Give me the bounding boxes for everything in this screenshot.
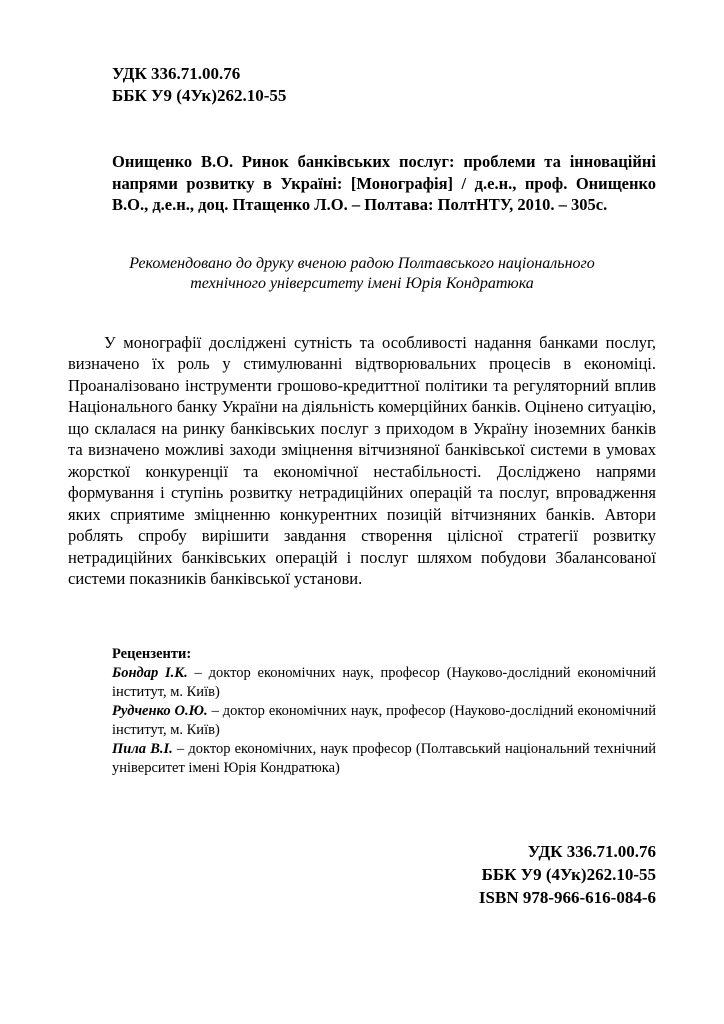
- bbk-code-bottom: ББК У9 (4Ук)262.10-55: [481, 864, 656, 884]
- bibliographic-reference: Онищенко В.О. Ринок банківських послуг: проблеми та інноваційні напрями розвитку в Україні: [Монографія] / д.е.н., проф. Онищенко В.О., д.е.н., доц. Птащенко Л.О. – Полтава: ПолтНТУ, 2010. – 305с.: [112, 152, 656, 214]
- classification-codes-top: [112, 63, 656, 107]
- udc-code-top: УДК 336.71.00.76: [112, 64, 241, 83]
- reviewer-description: – доктор економічних наук, професор (Науково-дослідний економічний інститут, м. Київ): [112, 702, 656, 738]
- reviewers-section: [112, 645, 656, 778]
- reviewer-description: – доктор економічних, наук професор (Полтавський національний технічний університет імені Юрія Кондратюка): [112, 740, 656, 776]
- isbn-code: ISBN 978-966-616-084-6: [478, 887, 656, 907]
- bbk-code-top: ББК У9 (4Ук)262.10-55: [112, 86, 287, 105]
- reviewer-name: Пила В.І.: [112, 740, 173, 757]
- reviewers-heading: Рецензенти:: [112, 645, 192, 662]
- reviewer-entry: [112, 664, 656, 702]
- reviewer-entry: [112, 702, 656, 740]
- reviewer-name: Рудченко О.Ю.: [112, 702, 208, 719]
- classification-codes-bottom: [68, 840, 656, 909]
- reviewer-entry: [112, 740, 656, 778]
- reviewer-description: – доктор економічних наук, професор (Науково-дослідний економічний інститут, м. Київ): [112, 664, 657, 700]
- recommendation-note: Рекомендовано до друку вченою радою Полтавського національного технічного університету імені Юрія Кондратюка: [129, 254, 595, 292]
- udc-code-bottom: УДК 336.71.00.76: [527, 841, 656, 861]
- annotation-paragraph: У монографії досліджені сутність та особливості надання банками послуг, визначено їх роль у стимулюванні відтворювальних процесів в економіці. Проаналізовано інструменти грошово-кредиттної політики та регуляторний вплив Національного банку України на діяльність комерційних банків. Оцінено ситуацію, що склалася на ринку банківських послуг з приходом в Україну іноземних банків та визначено можливі заходи зміцнення вітчизняної банківської системи в умовах жорсткої конкуренції та економічної нестабільності. Досліджено напрями формування і ступінь розвитку нетрадиційних операцій та послуг, впровадження яких сприятиме зміцненню конкурентних позицій вітчизняних банків. Автори роблять спробу вирішити завдання створення цілісної стратегії розвитку нетрадиційних банківських операцій і послуг шляхом побудови Збалансованої системи показників банківської установи.: [68, 332, 656, 588]
- reviewer-name: Бондар І.К.: [112, 664, 188, 681]
